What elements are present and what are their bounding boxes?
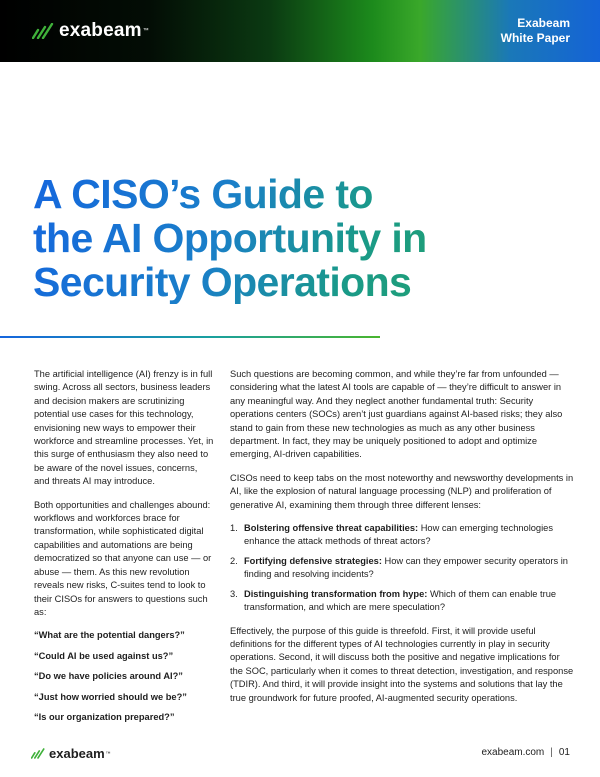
brand-logo[interactable] [32, 20, 149, 42]
list-number: 1. [230, 523, 238, 534]
challenges-paragraph: Both opportunities and challenges abound: workflows and workforces brace for transformation, while sophisticated digital capabilities and automations are being democratized so that anyone can use — or abuse — them. As this new revolution reveals new risks, C-suites tend to look to their CISOs for answers to questions such as: [34, 499, 212, 617]
list-number: 3. [230, 588, 238, 599]
list-item-text: How can they empower security operators in finding and resolving incidents? [244, 555, 568, 580]
intro-paragraph: The artificial intelligence (AI) frenzy is in full swing. Across all sectors, business leaders and decision makers are scrutinizing potential use cases for this technology, envisioning new ways to empower their workforce and streamline processes. Yet, in this surge of enthusiasm they also need to be aware of the novel issues, concerns, and threats AI may introduce. [34, 369, 214, 487]
question-item: “Is our organization prepared?” [34, 711, 175, 722]
right-column [230, 368, 575, 715]
question-item: “Do we have policies around AI?” [34, 671, 183, 682]
footer-website-link[interactable]: exabeam.com [481, 747, 545, 758]
list-item [230, 588, 575, 615]
list-item-text: Which of them can enable true transformation, and which are mere speculation? [244, 588, 557, 613]
title-divider [0, 336, 380, 338]
list-item-heading: Fortifying defensive strategies: [244, 555, 382, 566]
trademark-symbol: ™ [105, 750, 111, 757]
exabeam-logo-icon [32, 23, 54, 39]
title-line-3: Security Operations [33, 259, 412, 305]
question-item: “Just how worried should we be?” [34, 691, 187, 702]
lenses-list [230, 522, 575, 614]
list-item-text: How can emerging technologies enhance the attack methods of threat actors? [244, 523, 553, 547]
brand-wordmark: exabeam [59, 20, 142, 41]
list-item [230, 555, 575, 582]
question-item: “Could AI be used against us?” [34, 650, 174, 661]
document-type-tag [501, 16, 570, 46]
footer-separator: | [550, 747, 553, 758]
title-line-2: the AI Opportunity in [33, 215, 427, 261]
lenses-paragraph: CISOs need to keep tabs on the most noteworthy and newsworthy developments in AI, like the explosion of natural language processing (NLP) and proliferation of generative AI, examining them through three different lenses: [230, 472, 574, 510]
exabeam-logo-icon [31, 748, 45, 759]
questions-paragraph: Such questions are becoming common, and while they’re far from unfounded — considering what the latest AI tools are capable of — they’re difficult to answer in any meaningful way. And they neglect another fundamental truth: Security operations centers (SOCs) aren’t just guardians against AI-based risks; they also stand to gain from these new technologies as much as any other business department. In fact, they may be uniquely positioned to adopt and optimize emerging, AI-driven capabilities. [230, 369, 563, 460]
page-title [33, 172, 573, 304]
footer-info [481, 747, 570, 758]
list-item [230, 522, 575, 549]
question-item: “What are the potential dangers?” [34, 630, 185, 641]
tag-doc-type: White Paper [500, 31, 570, 45]
footer-wordmark: exabeam [49, 746, 105, 761]
tag-company: Exabeam [517, 16, 570, 30]
left-column [34, 368, 214, 731]
purpose-paragraph: Effectively, the purpose of this guide is threefold. First, it will provide useful definitions for the different types of AI technologies currently in play in security operations. Second, it will discuss both the positive and negative implications for the SOC, particularly when it comes to threat detection, investigation, and response (TDIR). And third, it will provide insight into the systems and solutions that lay the true groundwork for future proofed, AI-augmented security operations. [230, 625, 574, 703]
list-item-heading: Distinguishing transformation from hype: [244, 588, 428, 599]
page-number: 01 [558, 747, 570, 758]
list-item-heading: Bolstering offensive threat capabilities: [244, 523, 419, 534]
trademark-symbol: ™ [142, 28, 149, 34]
header-banner [0, 0, 600, 62]
title-line-1: A CISO’s Guide to [33, 171, 373, 217]
footer-logo[interactable] [31, 746, 111, 761]
list-number: 2. [230, 555, 238, 566]
